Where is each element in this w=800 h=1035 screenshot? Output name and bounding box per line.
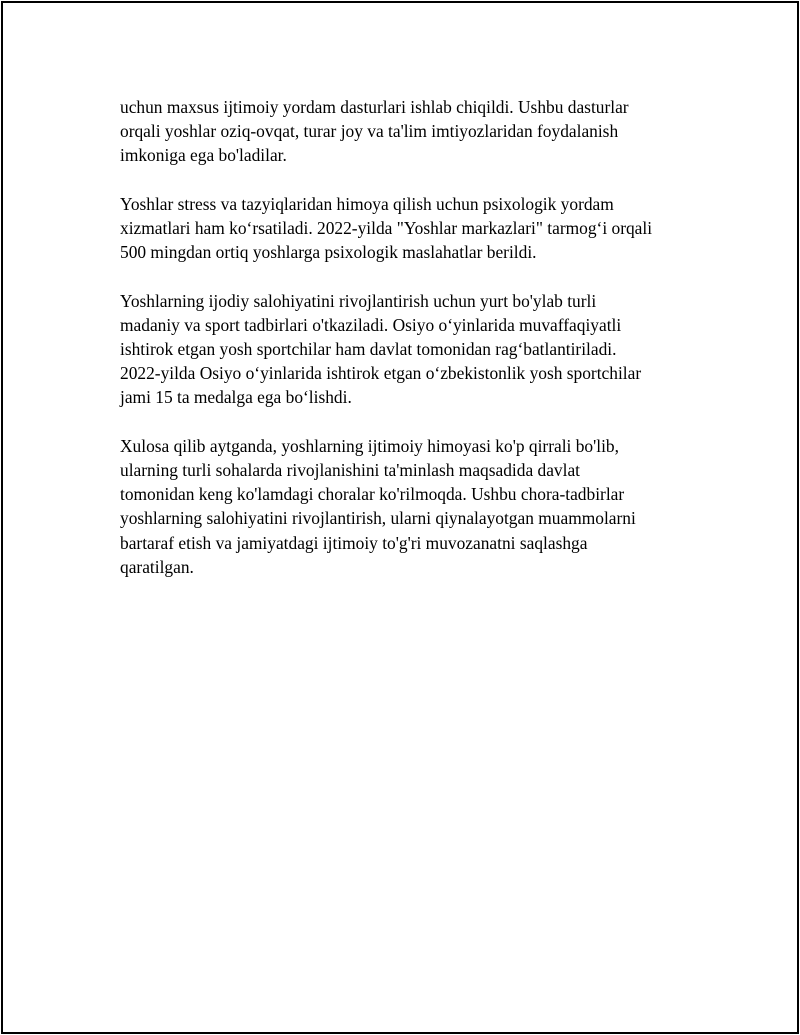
paragraph-creative-sport-events: Yoshlarning ijodiy salohiyatini rivojlantirish uchun yurt bo'ylab turli madaniy va sport tadbirlari o'tkaziladi. Osiyo o‘yinlarida muvaffaqiyatli ishtirok etgan yosh sportchilar ham davlat tomonidan rag‘batlantiriladi. 2022-yilda Osiyo o‘yinlarida ishtirok etgan o‘zbekistonlik yosh sportchilar jami 15 ta medalga ega bo‘lishdi. <box>120 290 642 408</box>
paragraph-psychological-support: Yoshlar stress va tazyiqlaridan himoya qilish uchun psixologik yordam xizmatlari ham ko‘rsatiladi. 2022-yilda "Yoshlar markazlari" tarmog‘i orqali 500 mingdan ortiq yoshlarga psixologik maslahatlar berildi. <box>120 193 653 263</box>
document-body <box>120 95 710 603</box>
paragraph-social-aid-programs: uchun maxsus ijtimoiy yordam dasturlari ishlab chiqildi. Ushbu dasturlar orqali yoshlar oziq-ovqat, turar joy va ta'lim imtiyozlaridan foydalanish imkoniga ega bo'ladilar. <box>120 97 629 166</box>
paragraph-conclusion: Xulosa qilib aytganda, yoshlarning ijtimoiy himoyasi ko'p qirrali bo'lib, ularning turli sohalarda rivojlanishini ta'minlash maqsadida davlat tomonidan keng ko'lamdagi choralar ko'rilmoqda. Ushbu chora-tadbirlar yoshlarning salohiyatini rivojlantirish, ularni qiynalayotgan muammolarni bartaraf etish va jamiyatdagi ijtimoiy to'g'ri muvozanatni saqlashga qaratilgan. <box>120 435 636 577</box>
document-page <box>1 1 799 1034</box>
